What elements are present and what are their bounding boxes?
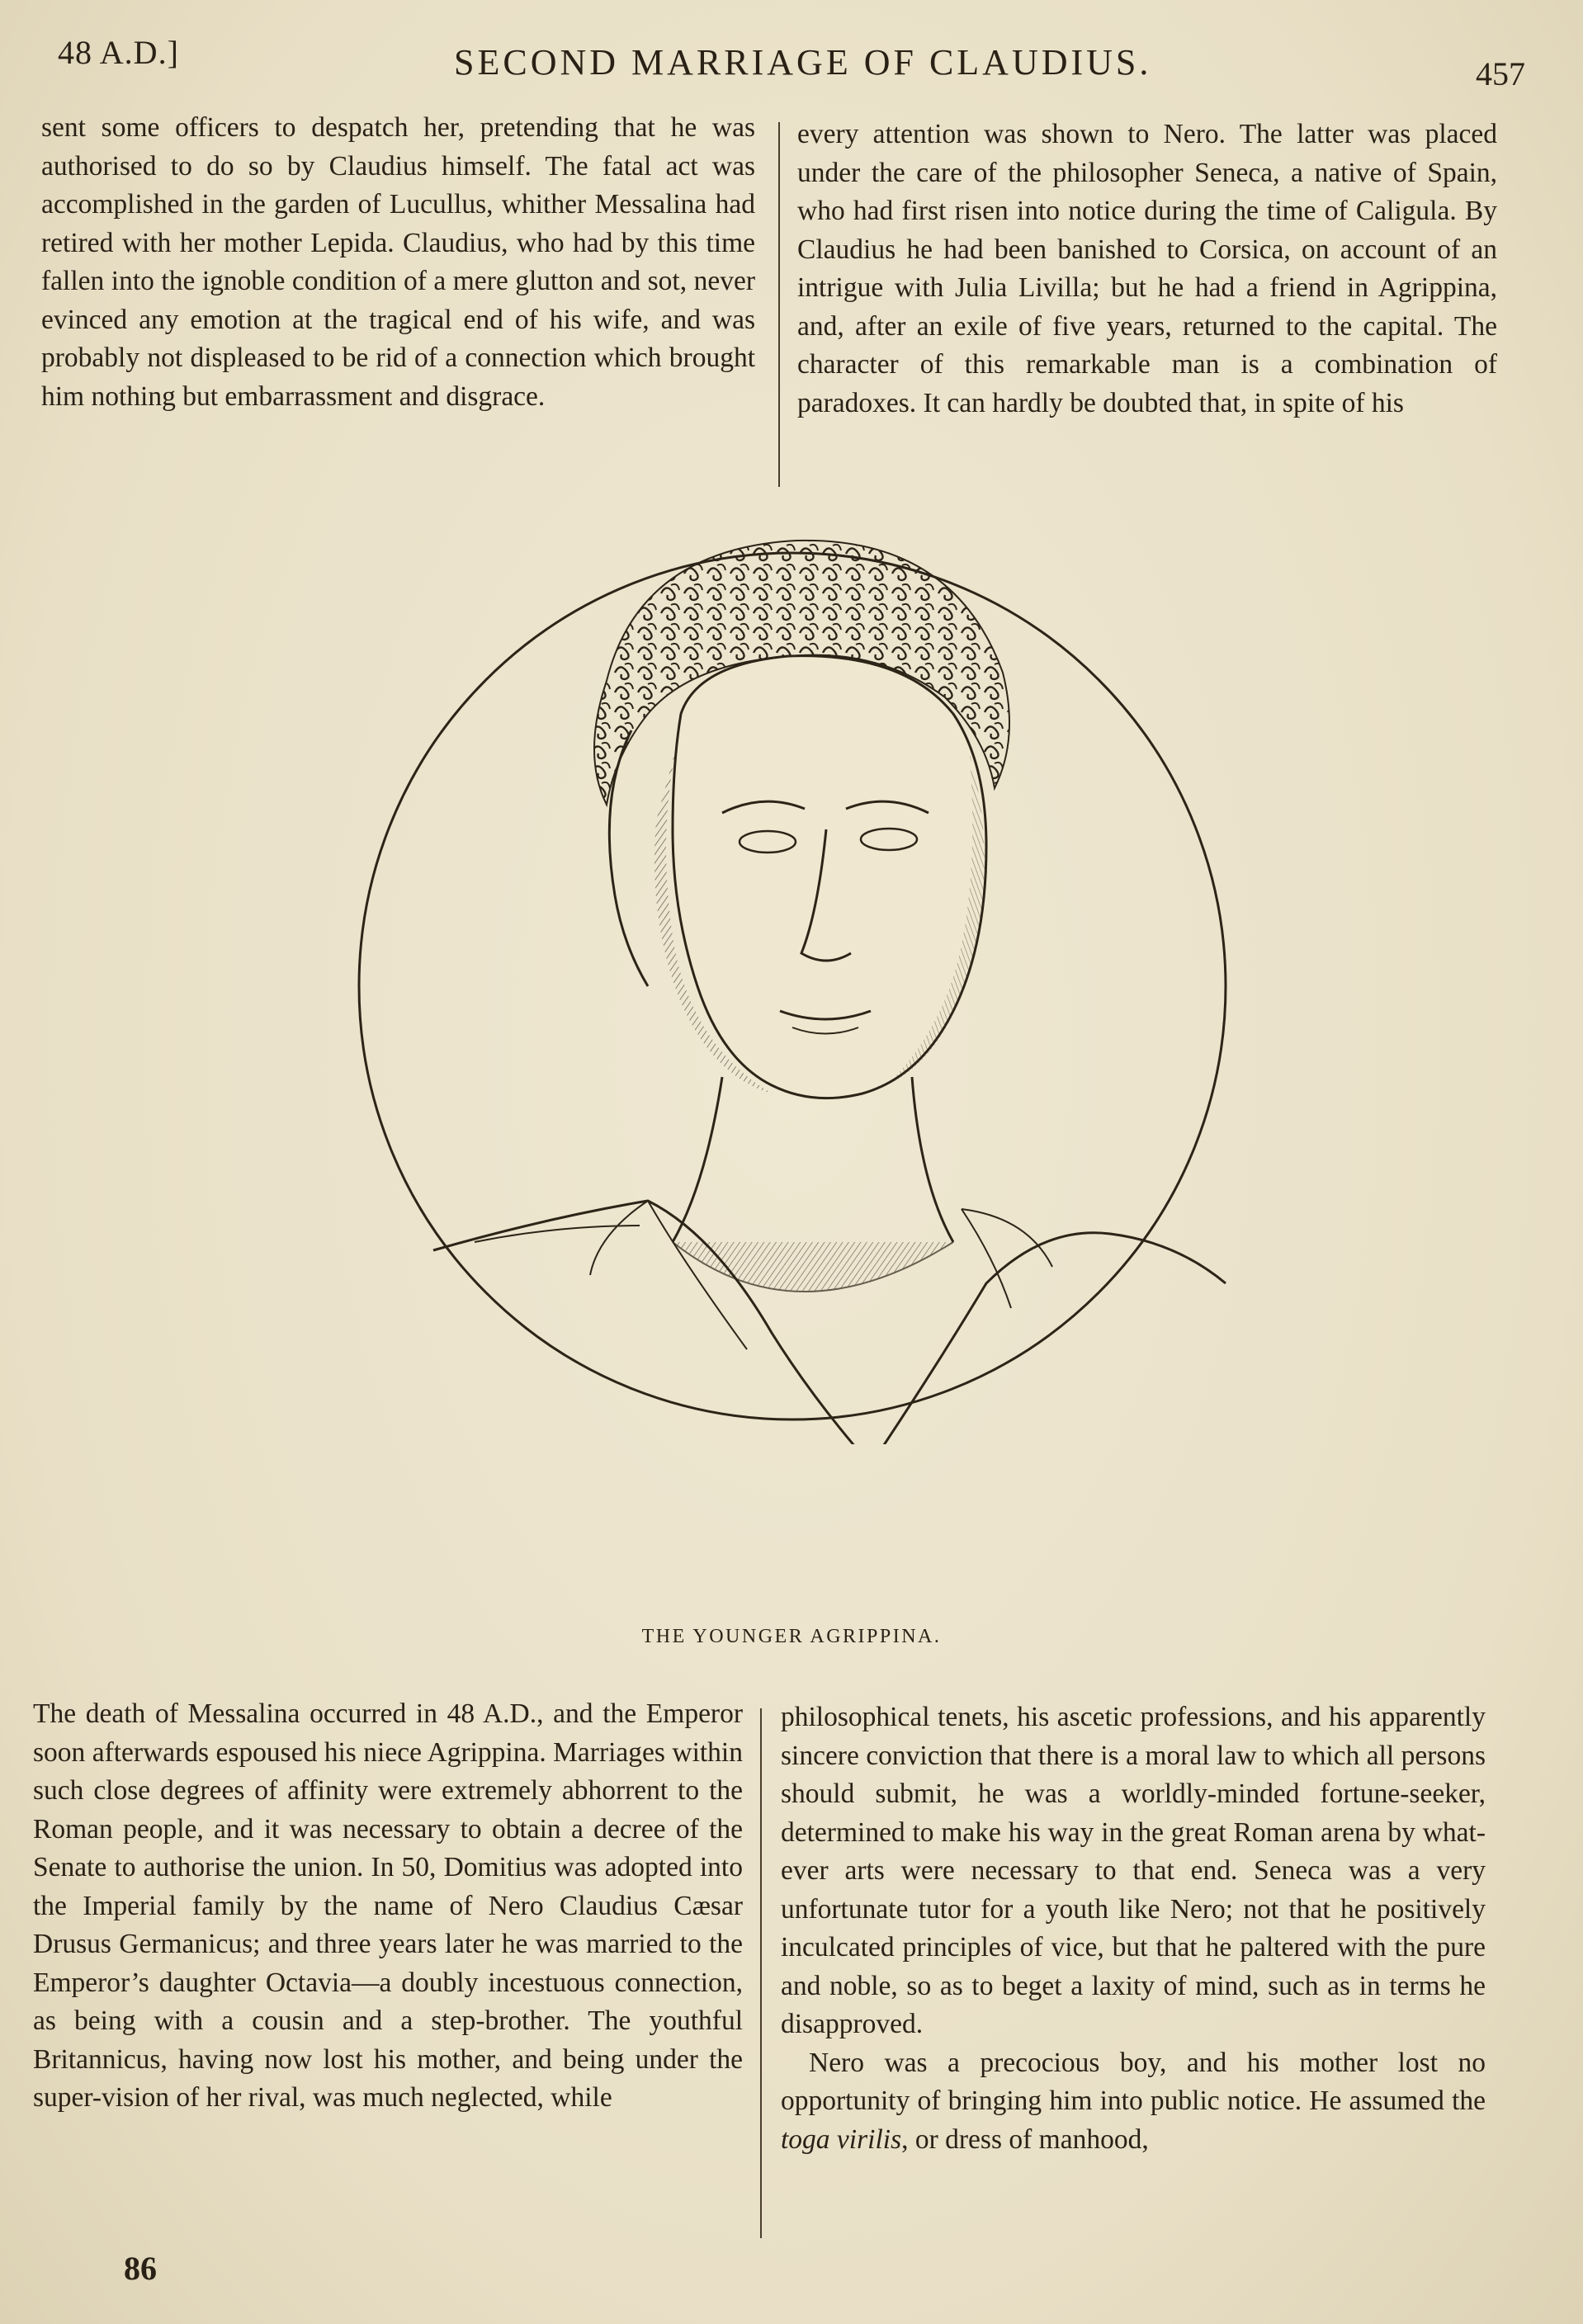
header-title: SECOND MARRIAGE OF CLAUDIUS. <box>454 42 1152 83</box>
paragraph: every attention was shown to Nero. The latter was placed under the care of the philosopher Seneca, a native of Spain, who had first risen into notice during the time of Caligula. By Claudius he had been banished to Corsica, on account of an intrigue with Julia Livilla; but he had a friend in Agrippina, and, after an exile of five years, returned to the capital. The character of this remarkable man is a combination of paradoxes. It can hardly be doubted that, in spite of his <box>797 119 1497 418</box>
figure-caption: THE YOUNGER AGRIPPINA. <box>641 1626 942 1647</box>
column-bottom-right <box>781 1698 1486 2159</box>
italic-term: toga virilis <box>781 2123 902 2155</box>
column-top-left <box>41 109 755 416</box>
running-header <box>58 25 1525 99</box>
paragraph: philosophical tenets, his ascetic professions, and his apparently sincere conviction that there is a moral law to which all persons should submit, he was a worldly-minded fortune-seeker, determined to make his way in the great Roman arena by what-ever arts were necessary to that end. Seneca was a very unfortunate tutor for a youth like Nero; not that he positively inculcated principles of vice, but that he paltered with the pure and noble, so as to beget a laxity of mind, such as in terms he disapproved. <box>781 1702 1486 2039</box>
column-rule-top <box>778 122 780 487</box>
paragraph: sent some officers to despatch her, pretending that he was authorised to do so by Claudius himself. The fatal act was accomplished in the garden of Lucullus, whither Messalina had retired with her mother Lepida. Claudius, who had by this time fallen into the ignoble condition of a mere glutton and sot, never evinced any emotion at the tragical end of his wife, and was probably not displeased to be rid of a connection which brought him nothing but embarrassment and disgrace. <box>41 112 755 412</box>
agrippina-portrait-engraving <box>334 483 1250 1444</box>
paragraph: The death of Messalina occurred in 48 A.D., and the Emperor soon afterwards espoused his niece Agrippina. Marriages within such close degrees of affinity were extremely abhorrent to the Roman people, and it was necessary to obtain a decree of the Senate to authorise the union. In 50, Domitius was adopted into the Imperial family by the name of Nero Claudius Cæsar Drusus Germanicus; and three years later he was married to the Emperor’s daughter Octavia—a doubly incestuous connection, as being with a cousin and a step-brother. The youthful Britannicus, having now lost his mother, and being under the super-vision of her rival, was much neglected, while <box>33 1698 743 2113</box>
column-top-right <box>797 116 1497 423</box>
page-number: 457 <box>1476 55 1525 92</box>
text-run: Nero was a precocious boy, and his mother lost no opportunity of bringing him into public notice. He assumed the <box>781 2047 1486 2116</box>
column-bottom-left <box>33 1695 743 2118</box>
column-rule-bottom <box>760 1708 762 2238</box>
text-run: , or dress of manhood, <box>901 2123 1149 2155</box>
folio-number: 86 <box>124 2250 157 2287</box>
paragraph <box>781 2044 1486 2160</box>
header-date: 48 A.D.] <box>58 34 179 71</box>
